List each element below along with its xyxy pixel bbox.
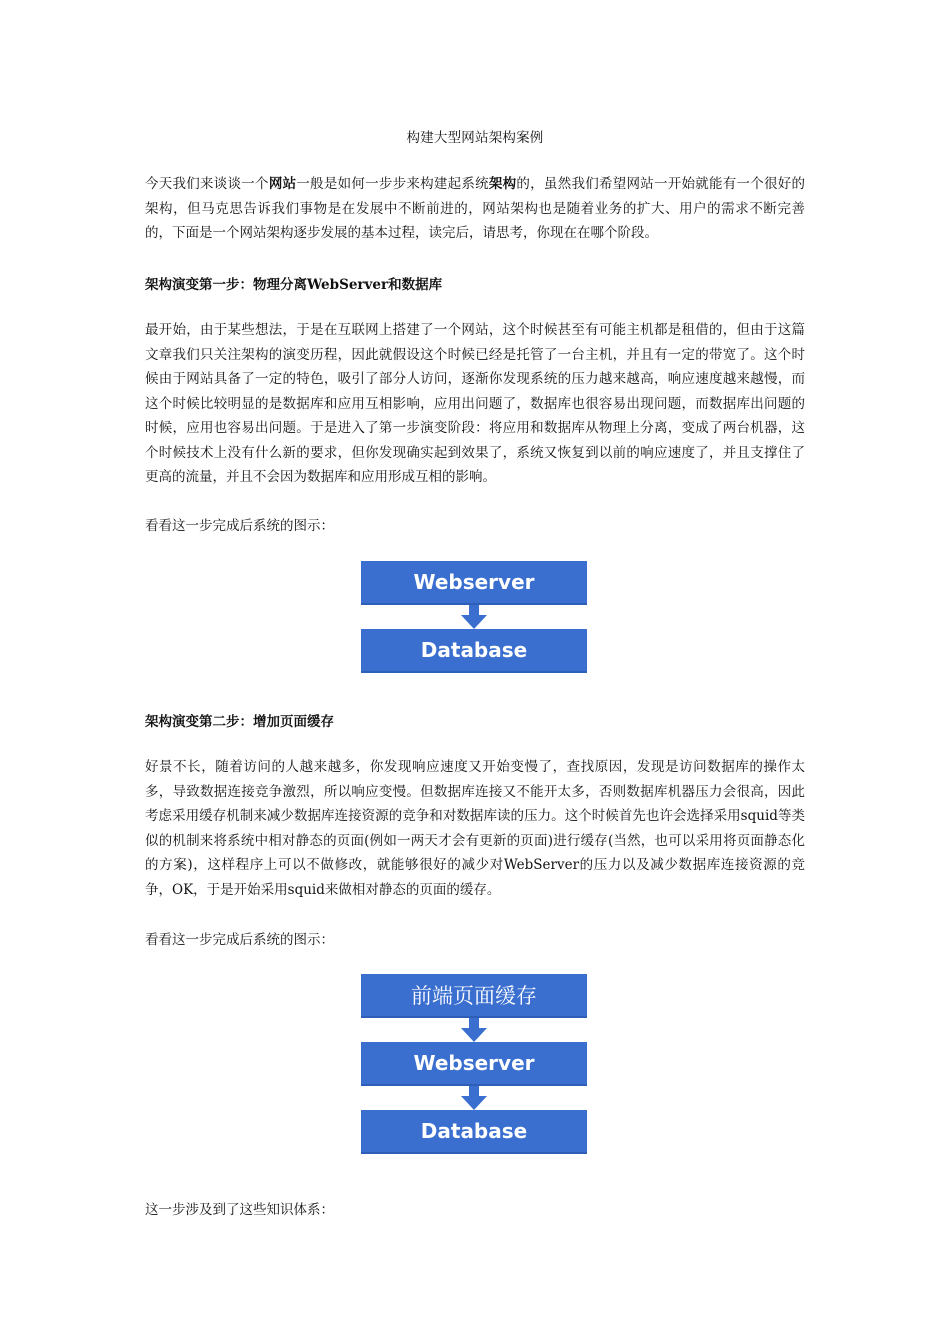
step1-heading: 架构演变第一步：物理分离WebServer和数据库 xyxy=(145,277,443,293)
intro-text-1: 今天我们来谈谈一个 xyxy=(145,176,269,192)
step2-caption: 看看这一步完成后系统的图示： xyxy=(145,932,334,948)
arrow-down-icon xyxy=(461,1086,487,1110)
diagram-box-database: Database xyxy=(361,629,587,673)
step2-diagram xyxy=(361,974,587,1156)
page-title: 构建大型网站架构案例 xyxy=(406,130,544,146)
intro-text-2: 一般是如何一步步来构建起系统 xyxy=(296,176,489,192)
step1-body: 最开始，由于某些想法，于是在互联网上搭建了一个网站，这个时候甚至有可能主机都是租借的，但由于这篇文章我们只关注架构的演变历程，因此就假设这个时候已经是托管了一台主机，并且有一定的带宽了。这个时候由于网站具备了一定的特色，吸引了部分人访问，逐渐你发现系统的压力越来越高，响应速度越来越慢，而这个时候比较明显的是数据库和应用互相影响，应用出问题了，数据库也很容易出现问题，而数据库出问题的时候，应用也容易出问题。于是进入了第一步演变阶段：将应用和数据库从物理上分离，变成了两台机器，这个时候技术上没有什么新的要求，但你发现确实起到效果了，系统又恢复到以前的响应速度了，并且支撑住了更高的流量，并且不会因为数据库和应用形成互相的影响。 xyxy=(145,322,805,485)
diagram-box-database: Database xyxy=(361,1110,587,1154)
intro-bold-architecture: 架构 xyxy=(488,176,517,192)
arrow-down-icon xyxy=(461,1018,487,1042)
arrow-down-icon xyxy=(461,605,487,629)
intro-text-3: 的，虽然我们希望网站一开始就能有一个很好的架构，但马克思告诉我们事物是在发展中不断前进的，网站架构也是随着业务的扩大、用户的需求不断完善的，下面是一个网站架构逐步发展的基本过程，读完后，请思考，你现在在哪个阶段。 xyxy=(145,176,806,241)
step2-heading: 架构演变第二步：增加页面缓存 xyxy=(145,714,334,730)
diagram-box-webserver: Webserver xyxy=(361,561,587,605)
step2-body: 好景不长，随着访问的人越来越多，你发现响应速度又开始变慢了，查找原因，发现是访问数据库的操作太多，导致数据连接竞争激烈，所以响应变慢。但数据库连接又不能开太多，否则数据库机器压力会很高，因此考虑采用缓存机制来减少数据库连接资源的竞争和对数据库读的压力。这个时候首先也许会选择采用squid等类似的机制来将系统中相对静态的页面(例如一两天才会有更新的页面)进行缓存(当然，也可以采用将页面静态化的方案)，这样程序上可以不做修改，就能够很好的减少对WebServer的压力以及减少数据库连接资源的竞争，OK，于是开始采用squid来做相对静态的页面的缓存。 xyxy=(145,759,805,898)
intro-bold-website: 网站 xyxy=(268,176,297,192)
step1-caption: 看看这一步完成后系统的图示： xyxy=(145,518,334,534)
intro-paragraph xyxy=(145,172,805,246)
step2-footer: 这一步涉及到了这些知识体系： xyxy=(145,1202,334,1218)
step1-diagram xyxy=(361,561,587,675)
diagram-box-webserver: Webserver xyxy=(361,1042,587,1086)
diagram-box-page-cache: 前端页面缓存 xyxy=(361,974,587,1018)
